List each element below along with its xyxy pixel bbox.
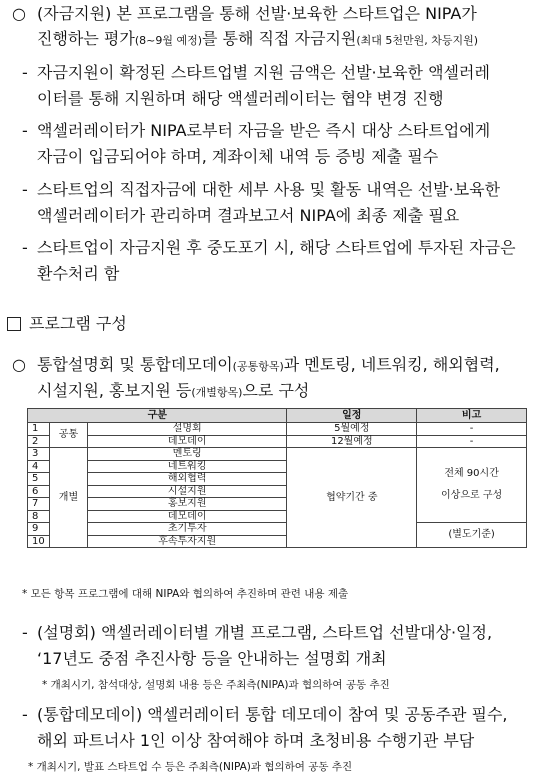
intro-amount-note: (최대 5천만원, 차등지원) — [356, 34, 479, 47]
funding-item-3-line2: 액셀러레이터가 관리하며 결과보고서 NIPA에 최종 제출 필요 — [37, 206, 460, 225]
funding-item-1-line1: 자금지원이 확정된 스타트업별 지원 금액은 선발·보육한 액셀러레 — [37, 63, 490, 82]
intro-text: 진행하는 평가 — [37, 29, 135, 48]
briefing-line1: (설명회) 액셀러레이터별 개별 프로그램, 스타트업 선발대상·일정, — [37, 623, 493, 642]
row-remark: - — [417, 423, 527, 436]
table-row — [28, 448, 527, 461]
row-number: 2 — [28, 435, 50, 448]
row-name: 초기투자 — [87, 523, 287, 536]
funding-item-4-line1: 스타트업이 자금지원 후 중도포기 시, 해당 스타트업에 투자된 자금은 — [37, 238, 516, 257]
dash-bullet: - — [22, 238, 28, 257]
table-footnote: * 모든 항목 프로그램에 대해 NIPA와 협의하여 추진하며 관련 내용 제출 — [22, 588, 349, 600]
table-row — [28, 523, 527, 536]
funding-item-3-line1: 스타트업의 직접자금에 대한 세부 사용 및 활동 내역은 선발·보육한 — [37, 180, 501, 199]
table-row — [28, 435, 527, 448]
table-header-row — [28, 409, 527, 423]
remark-line1: 전체 90시간 — [444, 468, 499, 479]
dash-bullet: - — [22, 180, 28, 199]
row-schedule: 12월예정 — [287, 435, 417, 448]
common-items-note: (공통항목) — [232, 360, 284, 373]
circle-bullet: ○ — [12, 4, 26, 23]
row-name: 해외협력 — [87, 473, 287, 486]
header-remarks: 비고 — [417, 409, 527, 423]
table-row — [28, 423, 527, 436]
program-intro-line1 — [37, 355, 500, 377]
program-intro-line2 — [37, 381, 309, 403]
dash-bullet: - — [22, 63, 28, 82]
funding-intro-line1: (자금지원) 본 프로그램을 통해 선발·보육한 스타트업은 NIPA가 — [37, 4, 477, 23]
intro-text: 통합설명회 및 통합데모데이 — [37, 355, 233, 374]
individual-items-note: (개별항목) — [191, 386, 243, 399]
remark-line2: 이상으로 구성 — [441, 490, 503, 501]
row-number: 4 — [28, 460, 50, 473]
intro-text: 시설지원, 홍보지원 등 — [37, 381, 192, 400]
row-name: 시설지원 — [87, 485, 287, 498]
row-name: 네트워킹 — [87, 460, 287, 473]
row-name: 홍보지원 — [87, 498, 287, 511]
row-name: 후속투자지원 — [87, 535, 287, 548]
briefing-line2: ‘17년도 중점 추진사항 등을 안내하는 설명회 개최 — [37, 649, 387, 668]
row-name: 멘토링 — [87, 448, 287, 461]
row-schedule: 5월예정 — [287, 423, 417, 436]
row-name: 설명회 — [87, 423, 287, 436]
dash-bullet: - — [22, 121, 28, 140]
demoday-line2: 해외 파트너사 1인 이상 참여해야 하며 초청비용 수행기관 부담 — [37, 731, 475, 750]
row-number: 6 — [28, 485, 50, 498]
section-checkbox-icon — [7, 317, 21, 331]
row-number: 3 — [28, 448, 50, 461]
row-number: 8 — [28, 510, 50, 523]
section-heading: 프로그램 구성 — [29, 314, 127, 333]
row-remark: - — [417, 435, 527, 448]
row-number: 9 — [28, 523, 50, 536]
dash-bullet: - — [22, 705, 28, 724]
funding-item-2-line1: 액셀러레이터가 NIPA로부터 자금을 받은 즉시 대상 스타트업에게 — [37, 121, 491, 140]
program-table — [27, 408, 527, 548]
group-common: 공통 — [49, 423, 87, 448]
group-individual: 개별 — [49, 448, 87, 548]
dash-bullet: - — [22, 623, 28, 642]
row-number: 5 — [28, 473, 50, 486]
investment-remark: (별도기준) — [417, 523, 527, 548]
row-name: 데모데이 — [87, 510, 287, 523]
demoday-note: * 개최시기, 발표 스타트업 수 등은 주최측(NIPA)과 협의하여 공동 추진 — [28, 761, 353, 773]
row-number: 10 — [28, 535, 50, 548]
funding-item-4-line2: 환수처리 함 — [37, 264, 120, 283]
funding-item-2-line2: 자금이 입금되어야 하며, 계좌이체 내역 등 증빙 제출 필수 — [37, 147, 439, 166]
intro-text: 으로 구성 — [242, 381, 310, 400]
intro-text: 과 멘토링, 네트워킹, 해외협력, — [283, 355, 500, 374]
intro-schedule-note: (8~9월 예정) — [134, 34, 202, 47]
row-number: 7 — [28, 498, 50, 511]
funding-item-1-line2: 이터를 통해 지원하며 해당 액셀러레이터는 협약 변경 진행 — [37, 89, 444, 108]
briefing-note: * 개최시기, 참석대상, 설명회 내용 등은 주최측(NIPA)과 협의하여 공동 추진 — [42, 679, 390, 691]
header-category: 구분 — [28, 409, 287, 423]
row-number: 1 — [28, 423, 50, 436]
individual-remark — [417, 448, 527, 523]
funding-intro-line2 — [37, 29, 478, 51]
individual-schedule: 협약기간 중 — [287, 448, 417, 548]
demoday-line1: (통합데모데이) 액셀러레이터 통합 데모데이 참여 및 공동주관 필수, — [37, 705, 508, 724]
header-schedule: 일정 — [287, 409, 417, 423]
circle-bullet: ○ — [12, 355, 26, 374]
intro-text: 를 통해 직접 자금지원 — [202, 29, 357, 48]
row-name: 데모데이 — [87, 435, 287, 448]
